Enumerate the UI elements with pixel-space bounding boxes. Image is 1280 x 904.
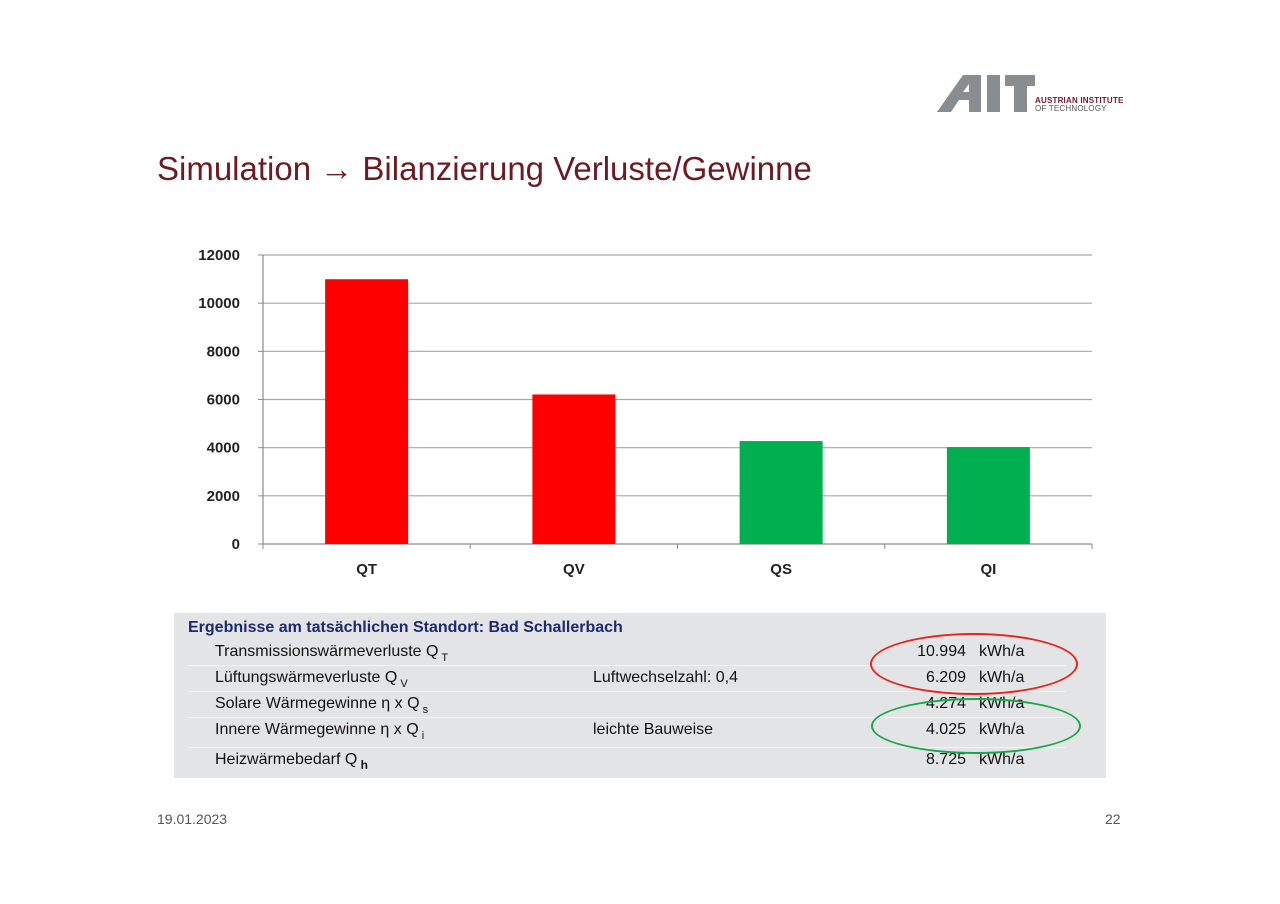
- row-label-text: Transmissionswärmeverluste Q: [215, 643, 439, 660]
- bar-qs: [740, 441, 823, 544]
- y-tick-label: 0: [231, 536, 240, 553]
- row-note: leichte Bauweise: [593, 721, 714, 738]
- bar-qv: [532, 394, 615, 544]
- row-label: [215, 751, 368, 772]
- row-label-subscript: T: [438, 652, 449, 664]
- row-label-text: Heizwärmebedarf Q: [215, 751, 358, 768]
- row-label-subscript: s: [419, 704, 429, 716]
- x-tick-label: QI: [980, 561, 997, 578]
- row-value: 8.725: [925, 751, 966, 768]
- logo-line2: OF TECHNOLOGY: [1035, 104, 1107, 113]
- row-label-text: Innere Wärmegewinne η x Q: [215, 721, 419, 738]
- x-tick-label: QS: [770, 561, 792, 578]
- y-tick-label: 6000: [206, 391, 240, 409]
- row-label-subscript: i: [418, 730, 425, 742]
- bar-chart: [160, 240, 1105, 585]
- row-label-subscript: h: [357, 758, 368, 772]
- row-value: 6.209: [925, 669, 966, 686]
- results-header: Ergebnisse am tatsächlichen Standort: Bad Schallerbach: [188, 619, 623, 636]
- row-unit: kWh/a: [979, 751, 1025, 768]
- row-unit: kWh/a: [979, 721, 1025, 738]
- y-tick-label: 10000: [198, 295, 240, 313]
- row-unit: kWh/a: [979, 643, 1025, 660]
- bar-qi: [947, 447, 1030, 544]
- slide-title: Simulation → Bilanzierung Verluste/Gewinne: [157, 150, 812, 187]
- row-label-text: Lüftungswärmeverluste Q: [215, 669, 398, 686]
- row-label-subscript: V: [397, 678, 408, 690]
- bar-qt: [325, 279, 408, 544]
- row-label: [215, 643, 449, 664]
- row-value: 10.994: [917, 643, 966, 660]
- loss-highlight-ellipse: [870, 633, 1078, 695]
- results-table: [174, 613, 1106, 778]
- y-tick-label: 8000: [206, 343, 240, 361]
- y-tick-label: 12000: [198, 247, 240, 264]
- y-tick-label: 2000: [206, 487, 240, 505]
- page-number: 22: [1105, 811, 1121, 827]
- gain-highlight-ellipse: [871, 698, 1081, 754]
- row-unit: kWh/a: [979, 695, 1025, 712]
- logo-text: [1035, 97, 1124, 113]
- row-label: [215, 669, 408, 690]
- row-value: 4.274: [925, 695, 966, 712]
- y-tick-label: 4000: [206, 439, 240, 457]
- logo-line1: AUSTRIAN INSTITUTE: [1035, 96, 1124, 105]
- footer-date: 19.01.2023: [157, 811, 228, 827]
- row-value: 4.025: [925, 721, 966, 738]
- row-unit: kWh/a: [979, 669, 1025, 686]
- x-tick-label: QV: [563, 561, 585, 578]
- row-label: [215, 695, 429, 716]
- row-note: Luftwechselzahl: 0,4: [593, 669, 738, 686]
- row-label: [215, 721, 425, 742]
- row-label-text: Solare Wärmegewinne η x Q: [215, 695, 420, 712]
- x-tick-label: QT: [356, 561, 378, 578]
